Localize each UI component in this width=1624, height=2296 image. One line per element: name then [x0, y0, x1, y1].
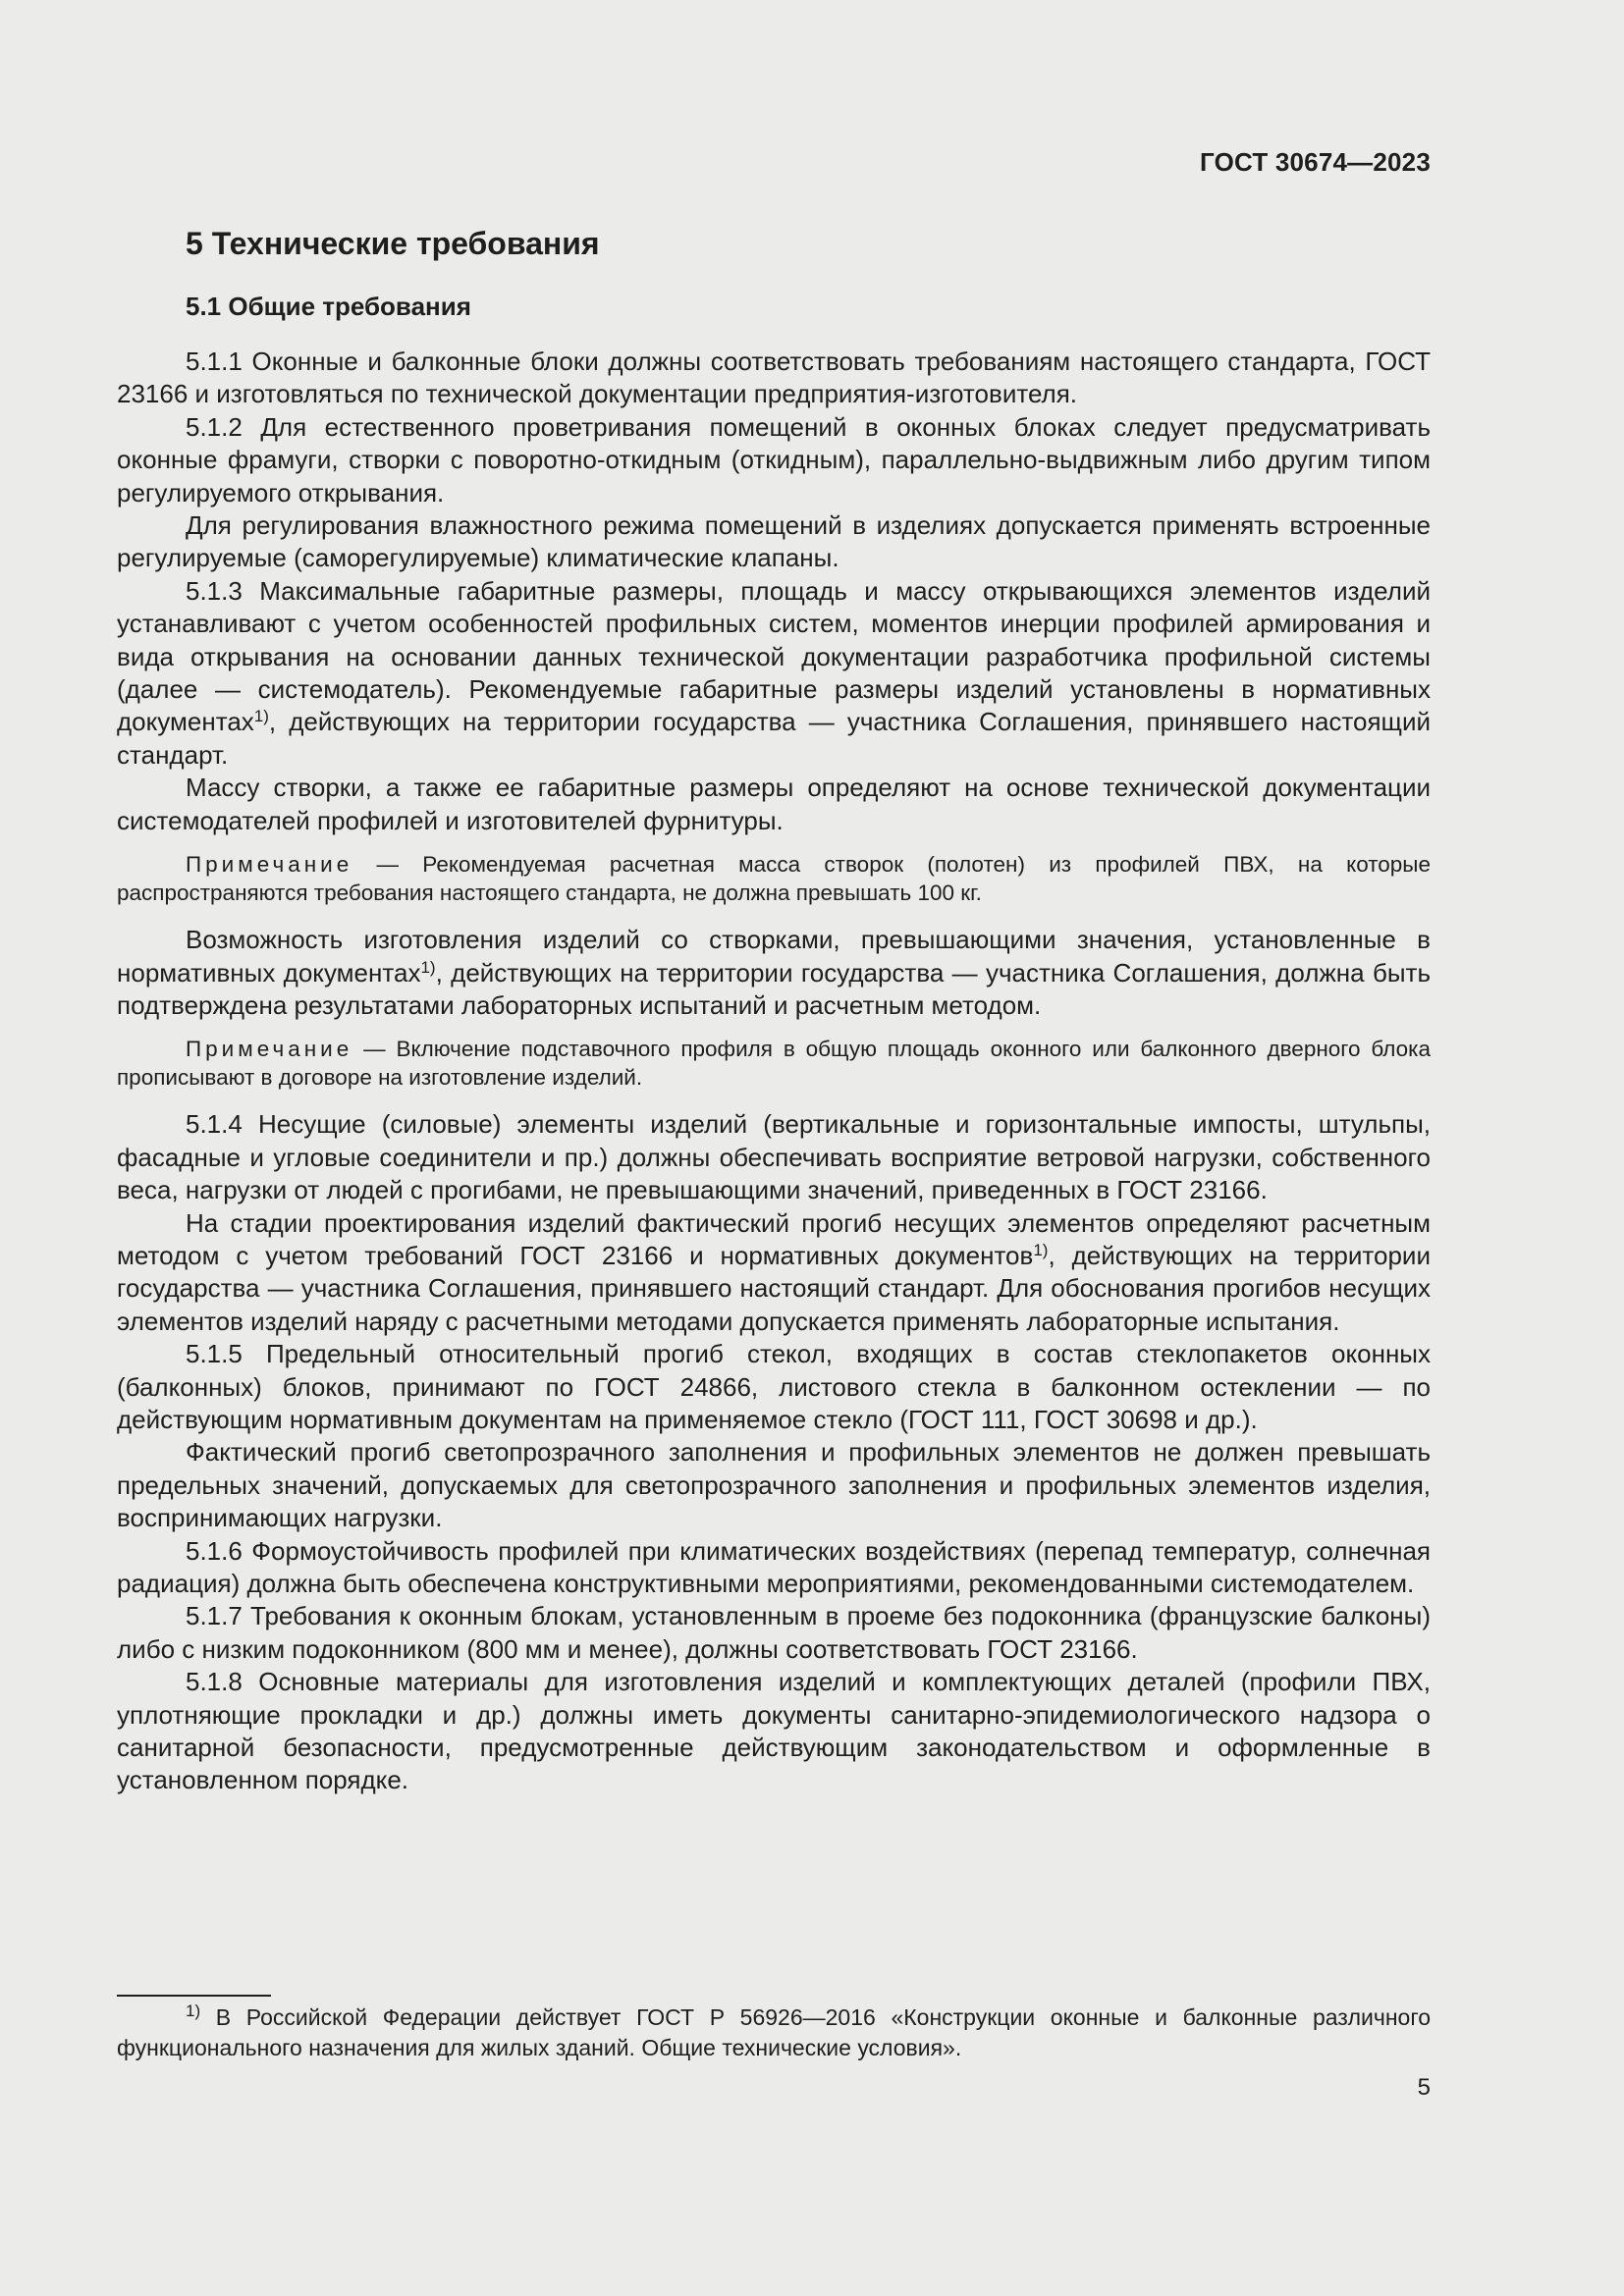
note-text: — Включение подставочного профиля в общую площадь оконного или балконного дверного блока прописывают в договоре на изготовление изделий.	[117, 1037, 1431, 1091]
paragraph-sash-mass: Массу створки, а также ее габаритные размеры определяют на основе технической документации системодателей профилей и изготовителей фурнитуры.	[117, 773, 1431, 835]
paragraph-text: , действующих на территории государства — участника Соглашения, должна быть подтверждена результатами лабораторных испытаний и расчетным методом.	[117, 957, 1431, 1020]
paragraph-5-1-2: 5.1.2 Для естественного проветривания помещений в оконных блоках следует предусматривать оконные фрамуги, створки с поворотно-откидным (откидным), параллельно-выдвижным либо другим типом регулируемого открывания.	[117, 411, 1431, 507]
paragraph-5-1-6: 5.1.6 Формоустойчивость профилей при климатических воздействиях (перепад температур, солнечная радиация) должна быть обеспечена конструктивными мероприятиями, рекомендованными системодателем.	[117, 1535, 1431, 1598]
paragraph-text: На стадии проектирования изделий фактический прогиб несущих элементов определяют расчетным методом с учетом требований ГОСТ 23166 и нормативных документов	[117, 1207, 1431, 1270]
main-content	[117, 222, 1431, 1797]
paragraph-climate-valves: Для регулирования влажностного режима помещений в изделиях допускается применять встроенные регулируемые (саморегулируемые) климатические клапаны.	[117, 510, 1431, 573]
paragraph-text: 5.1.3 Максимальные габаритные размеры, площадь и массу открывающихся элементов изделий устанавливают с учетом особенностей профильных систем, моментов инерции профилей армирования и вида открывания на основании данных технической документации разработчика профильной системы (далее — системодатель). Рекомендуемые габаритные размеры изделий установлены в нормативных документах	[117, 575, 1431, 737]
paragraph-oversize-sashes	[117, 924, 1431, 1022]
paragraph-5-1-7: 5.1.7 Требования к оконным блокам, установленным в проеме без подоконника (французские балконы) либо с низким подоконником (800 мм и менее), должны соответствовать ГОСТ 23166.	[117, 1601, 1431, 1664]
paragraph-text: , действующих на территории государства — участника Соглашения, принявшего настоящий стандарт.	[117, 707, 1431, 770]
paragraph-design-deflection	[117, 1207, 1431, 1339]
footnote-reference: 1)	[253, 707, 269, 726]
paragraph-5-1-1: 5.1.1 Оконные и балконные блоки должны соответствовать требованиям настоящего стандарта, ГОСТ 23166 и изготовляться по технической документации предприятия-изготовителя.	[117, 347, 1431, 409]
paragraph-5-1-3	[117, 575, 1431, 772]
note-1	[117, 850, 1431, 907]
footnote-divider	[117, 1995, 271, 1997]
subsection-title: 5.1 Общие требования	[186, 292, 471, 321]
document-code-header: ГОСТ 30674—2023	[1200, 147, 1431, 177]
footnote	[117, 2002, 1431, 2063]
paragraph-text: , действующих на территории государства — участника Соглашения, принявшего настоящий стандарт. Для обоснования прогибов несущих элементов изделий наряду с расчетными методами допускается применять лабораторные испытания.	[117, 1240, 1431, 1336]
paragraph-5-1-8: 5.1.8 Основные материалы для изготовления изделий и комплектующих деталей (профили ПВХ, уплотняющие прокладки и др.) должны иметь документы санитарно-эпидемиологического надзора о санитарной безопасности, предусмотренные действующим законодательством и оформленные в установленном порядке.	[117, 1667, 1431, 1795]
footnote-marker: 1)	[186, 2002, 201, 2020]
paragraph-text: Возможность изготовления изделий со створками, превышающими значения, установленные в нормативных документах	[117, 925, 1431, 988]
footnote-reference: 1)	[420, 957, 436, 977]
paragraph-actual-deflection: Фактический прогиб светопрозрачного заполнения и профильных элементов не должен превышать предельных значений, допускаемых для светопрозрачного заполнения и профильных элементов изделия, воспринимающих нагрузки.	[117, 1437, 1431, 1533]
paragraph-5-1-5: 5.1.5 Предельный относительный прогиб стекол, входящих в состав стеклопакетов оконных (балконных) блоков, принимают по ГОСТ 24866, листового стекла в балконном остеклении — по действующим нормативным документам на применяемое стекло (ГОСТ 111, ГОСТ 30698 и др.).	[117, 1339, 1431, 1434]
page-number: 5	[1417, 2074, 1431, 2101]
paragraph-5-1-4: 5.1.4 Несущие (силовые) элементы изделий (вертикальные и горизонтальные импосты, штульпы, фасадные и угловые соединители и пр.) должны обеспечивать восприятие ветровой нагрузки, собственного веса, нагрузки от людей с прогибами, не превышающими значений, приведенных в ГОСТ 23166.	[117, 1109, 1431, 1205]
note-label: Примечание	[186, 1037, 353, 1062]
footnote-text: В Российской Федерации действует ГОСТ Р 56926—2016 «Конструкции оконные и балконные различного функционального назначения для жилых зданий. Общие технические условия».	[117, 2004, 1431, 2060]
section-title: 5 Технические требования	[186, 226, 600, 261]
footnote-reference: 1)	[1033, 1240, 1049, 1259]
note-2	[117, 1035, 1431, 1092]
note-label: Примечание	[186, 852, 353, 878]
note-text: — Рекомендуемая расчетная масса створок (полотен) из профилей ПВХ, на которые распространяются требования настоящего стандарта, не должна превышать 100 кг.	[117, 852, 1431, 906]
